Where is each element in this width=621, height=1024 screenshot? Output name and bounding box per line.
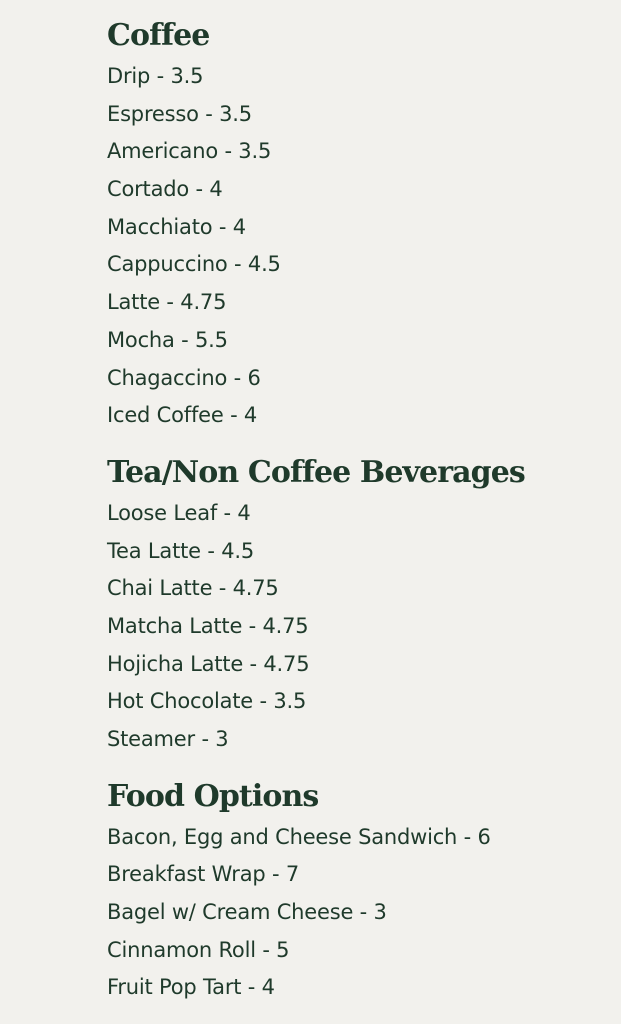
coffee-item-cappuccino: Cappuccino - 4.5 bbox=[107, 252, 281, 277]
food-item-fruit-pop-tart: Fruit Pop Tart - 4 bbox=[107, 975, 275, 1000]
coffee-item-macchiato: Macchiato - 4 bbox=[107, 214, 246, 239]
coffee-item-espresso: Espresso - 3.5 bbox=[107, 101, 252, 126]
coffee-heading: Coffee bbox=[107, 18, 210, 53]
food-section bbox=[107, 775, 607, 1007]
food-list bbox=[107, 819, 607, 1007]
coffee-section bbox=[107, 14, 607, 435]
tea-item-hot-chocolate: Hot Chocolate - 3.5 bbox=[107, 689, 307, 714]
coffee-item-latte: Latte - 4.75 bbox=[107, 290, 227, 315]
food-item-bagel: Bagel w/ Cream Cheese - 3 bbox=[107, 900, 387, 925]
coffee-list bbox=[107, 58, 607, 435]
tea-section bbox=[107, 451, 607, 759]
menu bbox=[107, 14, 607, 1007]
tea-list bbox=[107, 495, 607, 759]
tea-item-steamer: Steamer - 3 bbox=[107, 727, 229, 751]
coffee-item-americano: Americano - 3.5 bbox=[107, 139, 272, 164]
tea-item-hojicha-latte: Hojicha Latte - 4.75 bbox=[107, 651, 310, 676]
tea-item-chai-latte: Chai Latte - 4.75 bbox=[107, 576, 279, 601]
food-item-breakfast-sandwich: Bacon, Egg and Cheese Sandwich - 6 bbox=[107, 824, 491, 849]
food-item-cinnamon-roll: Cinnamon Roll - 5 bbox=[107, 937, 290, 962]
food-heading: Food Options bbox=[107, 778, 319, 814]
tea-item-tea-latte: Tea Latte - 4.5 bbox=[107, 538, 255, 563]
tea-item-matcha-latte: Matcha Latte - 4.75 bbox=[107, 613, 309, 638]
food-item-breakfast-wrap: Breakfast Wrap - 7 bbox=[107, 862, 299, 887]
coffee-item-mocha: Mocha - 5.5 bbox=[107, 327, 228, 352]
coffee-item-cortado: Cortado - 4 bbox=[107, 177, 223, 202]
tea-item-loose-leaf: Loose Leaf - 4 bbox=[107, 500, 251, 525]
tea-heading: Tea/Non Coffee Beverages bbox=[107, 454, 525, 490]
coffee-item-drip: Drip - 3.5 bbox=[107, 64, 204, 88]
coffee-item-chagaccino: Chagaccino - 6 bbox=[107, 365, 261, 390]
coffee-item-iced-coffee: Iced Coffee - 4 bbox=[107, 403, 258, 428]
